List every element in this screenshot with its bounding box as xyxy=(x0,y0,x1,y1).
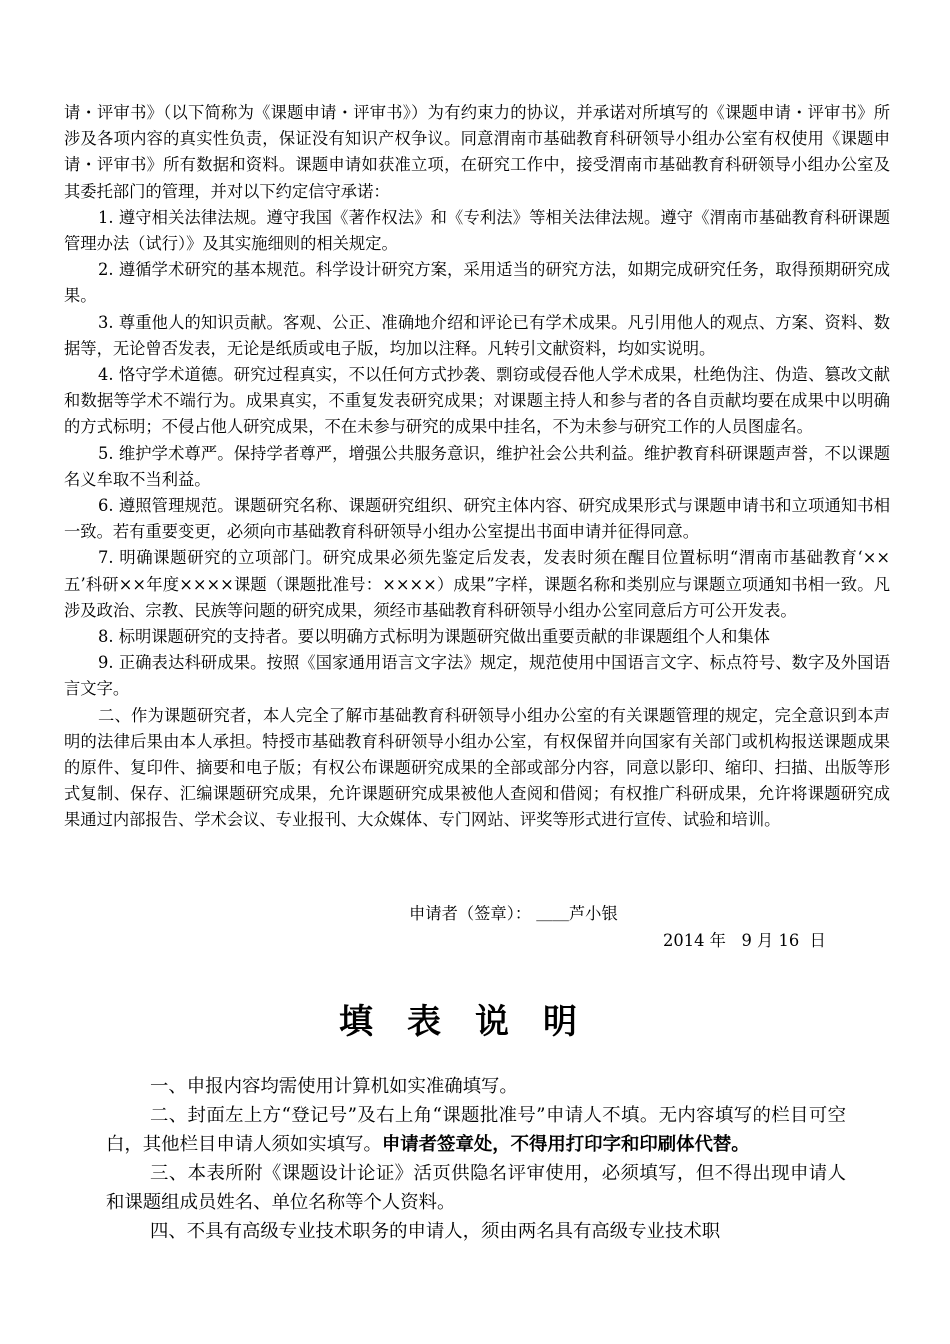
signature-blank: ＿＿ xyxy=(536,904,569,923)
date-month: 9 xyxy=(741,931,752,950)
instruction-item-2-bold: 申请者签章处，不得用打印字和印刷体代替。 xyxy=(381,1134,750,1155)
declaration-item-1: 1. 遵守相关法律法规。遵守我国《著作权法》和《专利法》等相关法律法规。遵守《渭南市基础教育科研课题管理办法（试行）》及其实施细则的相关规定。 xyxy=(64,207,890,254)
signature-line xyxy=(409,901,618,927)
instruction-item-3: 三、本表所附《课题设计论证》活页供隐名评审使用，必须填写，但不得出现申请人和课题组成员姓名、单位名称等个人资料。 xyxy=(106,1163,846,1213)
declaration-item-2: 2. 遵循学术研究的基本规范。科学设计研究方案，采用适当的研究方法，如期完成研究任务，取得预期研究成果。 xyxy=(64,260,890,306)
declaration-part-two: 二、作为课题研究者，本人完全了解市基础教育科研领导小组办公室的有关课题管理的规定，完全意识到本声明的法律后果由本人承担。特授市基础教育科研领导小组办公室，有权保留并向国家有关部门或机构报送课题成果的原件、复印件、摘要和电子版；有权公布课题研究成果的全部或部分内容，同意以影印、缩印、扫描、出版等形式复制、保存、汇编课题研究成果，允许课题研究成果被他人查阅和借阅；有权推广科研成果，允许将课题研究成果通过内部报告、学术会议、专业报刊、大众媒体、专门网站、评奖等形式进行宣传、试验和培训。 xyxy=(64,705,890,830)
signature-name: 芦小银 xyxy=(568,904,618,923)
instruction-item-2-text: 二、封面左上方“登记号”及右上角“课题批准号”申请人不填。无内容填写的栏目可空白，其他栏目申请人须如实填写。 xyxy=(106,1105,846,1155)
declaration-intro: 请・评审书》（以下简称为《课题申请・评审书》）为有约束力的协议，并承诺对所填写的《课题申请・评审书》所涉及各项内容的真实性负责，保证没有知识产权争议。同意渭南市基础教育科研领导小组办公室有权使用《课题申请・评审书》所有数据和资料。课题申请如获准立项，在研究工作中，接受渭南市基础教育科研领导小组办公室及其委托部门的管理，并对以下约定信守承诺： xyxy=(64,103,890,201)
instructions-title: 填表说明 xyxy=(339,1002,611,1042)
date-day: 16 xyxy=(778,931,800,950)
declaration-item-4: 4. 恪守学术道德。研究过程真实，不以任何方式抄袭、剽窃或侵吞他人学术成果，杜绝伪注、伪造、篡改文献和数据等学术不端行为。成果真实，不重复发表研究成果；对课题主持人和参与者的各自贡献均要在成果中以明确的方式标明；不侵占他人研究成果，不在未参与研究的成果中挂名，不为未参与研究工作的人员图虚名。 xyxy=(64,365,890,437)
instruction-item-2 xyxy=(106,1101,846,1159)
declaration-section xyxy=(64,100,890,834)
declaration-item-5: 5. 维护学术尊严。保持学者尊严，增强公共服务意识，维护社会公共利益。维护教育科研课题声誉，不以课题名义牟取不当利益。 xyxy=(64,443,890,489)
date-year-unit: 年 xyxy=(709,931,726,950)
declaration-item-6: 6. 遵照管理规范。课题研究名称、课题研究组织、研究主体内容、研究成果形式与课题申请书和立项通知书相一致。若有重要变更，必须向市基础教育科研领导小组办公室提出书面申请并征得同意。 xyxy=(64,496,890,542)
date-day-unit: 日 xyxy=(809,931,826,950)
date-month-unit: 月 xyxy=(757,931,774,950)
declaration-item-8: 8. 标明课题研究的支持者。要以明确方式标明为课题研究做出重要贡献的非课题组个人和集体 xyxy=(98,627,770,647)
declaration-item-7: 7. 明确课题研究的立项部门。研究成果必须先鉴定后发表，发表时须在醒目位置标明“渭南市基础教育‘××五’科研××年度××××课题（课题批准号：××××）成果”字样，课题名称和类别应与课题立项通知书相一致。凡涉及政治、宗教、民族等问题的研究成果，须经市基础教育科研领导小组办公室同意后方可公开发表。 xyxy=(64,548,890,620)
declaration-item-9: 9. 正确表达科研成果。按照《国家通用语言文字法》规定，规范使用中国语言文字、标点符号、数字及外国语言文字。 xyxy=(64,653,890,699)
instruction-item-4: 四、不具有高级专业技术职务的申请人，须由两名具有高级专业技术职 xyxy=(150,1221,721,1242)
date-year: 2014 xyxy=(663,931,705,950)
date-line xyxy=(663,928,826,954)
instructions-section xyxy=(106,1072,846,1246)
signature-label: 申请者（签章）： xyxy=(409,904,532,923)
declaration-item-3: 3. 尊重他人的知识贡献。客观、公正、准确地介绍和评论已有学术成果。凡引用他人的观点、方案、资料、数据等，无论曾否发表，无论是纸质或电子版，均加以注释。凡转引文献资料，均如实说明。 xyxy=(64,312,890,358)
instruction-item-1: 一、申报内容均需使用计算机如实准确填写。 xyxy=(150,1076,518,1097)
